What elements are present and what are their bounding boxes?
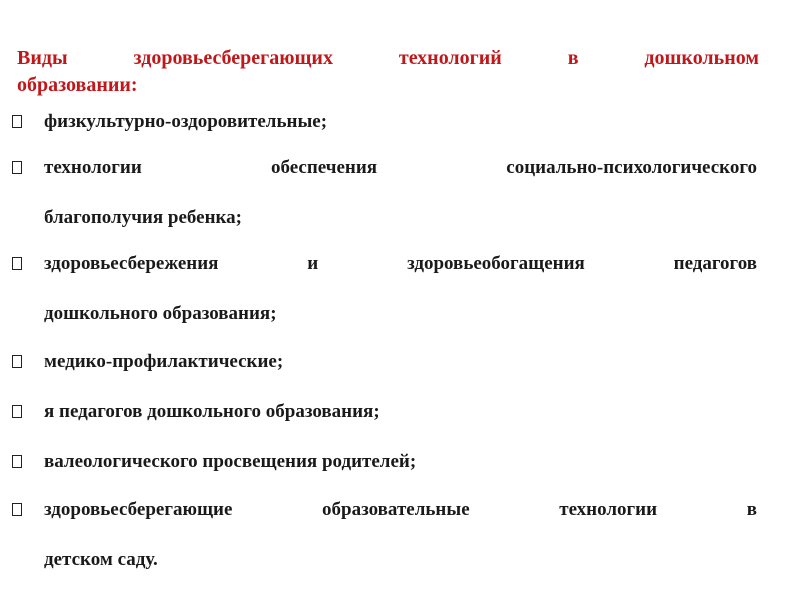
square-bullet-icon xyxy=(12,355,22,368)
list-item-text xyxy=(44,398,757,425)
list-item xyxy=(0,154,800,250)
list-item-line-2: дошкольного образования; xyxy=(44,303,277,324)
technology-list xyxy=(0,108,800,592)
square-bullet-icon xyxy=(12,455,22,468)
slide-title-line-1: Виды здоровьесберегающих технологий в дошкольном xyxy=(17,47,759,69)
list-item-text xyxy=(44,348,757,375)
list-item-line-2: детском саду. xyxy=(44,549,158,570)
list-item-text xyxy=(44,154,757,231)
list-item-text xyxy=(44,448,757,475)
list-item-text xyxy=(44,250,757,327)
list-item-line-1: валеологического просвещения родителей; xyxy=(44,451,417,472)
list-item-line-1: я педагогов дошкольного образования; xyxy=(44,401,380,422)
list-item-line-1: здоровьесберегающие образовательные технологии в xyxy=(44,499,757,520)
list-item xyxy=(0,448,800,496)
list-item xyxy=(0,250,800,348)
square-bullet-icon xyxy=(12,161,22,174)
list-item xyxy=(0,398,800,448)
list-item-line-1: физкультурно-оздоровительные; xyxy=(44,111,328,132)
list-item-line-2: благополучия ребенка; xyxy=(44,207,243,228)
list-item-text xyxy=(44,496,757,573)
square-bullet-icon xyxy=(12,257,22,270)
list-item xyxy=(0,108,800,154)
list-item xyxy=(0,348,800,398)
slide-title-line-2: образовании: xyxy=(17,74,138,96)
square-bullet-icon xyxy=(12,503,22,516)
square-bullet-icon xyxy=(12,405,22,418)
slide-title xyxy=(17,45,759,99)
list-item-line-1: технологии обеспечения социально-психологического xyxy=(44,157,757,178)
list-item xyxy=(0,496,800,592)
list-item-text xyxy=(44,108,757,135)
list-item-line-1: медико-профилактические; xyxy=(44,351,284,372)
square-bullet-icon xyxy=(12,115,22,128)
list-item-line-1: здоровьесбережения и здоровьеобогащения педагогов xyxy=(44,253,757,274)
